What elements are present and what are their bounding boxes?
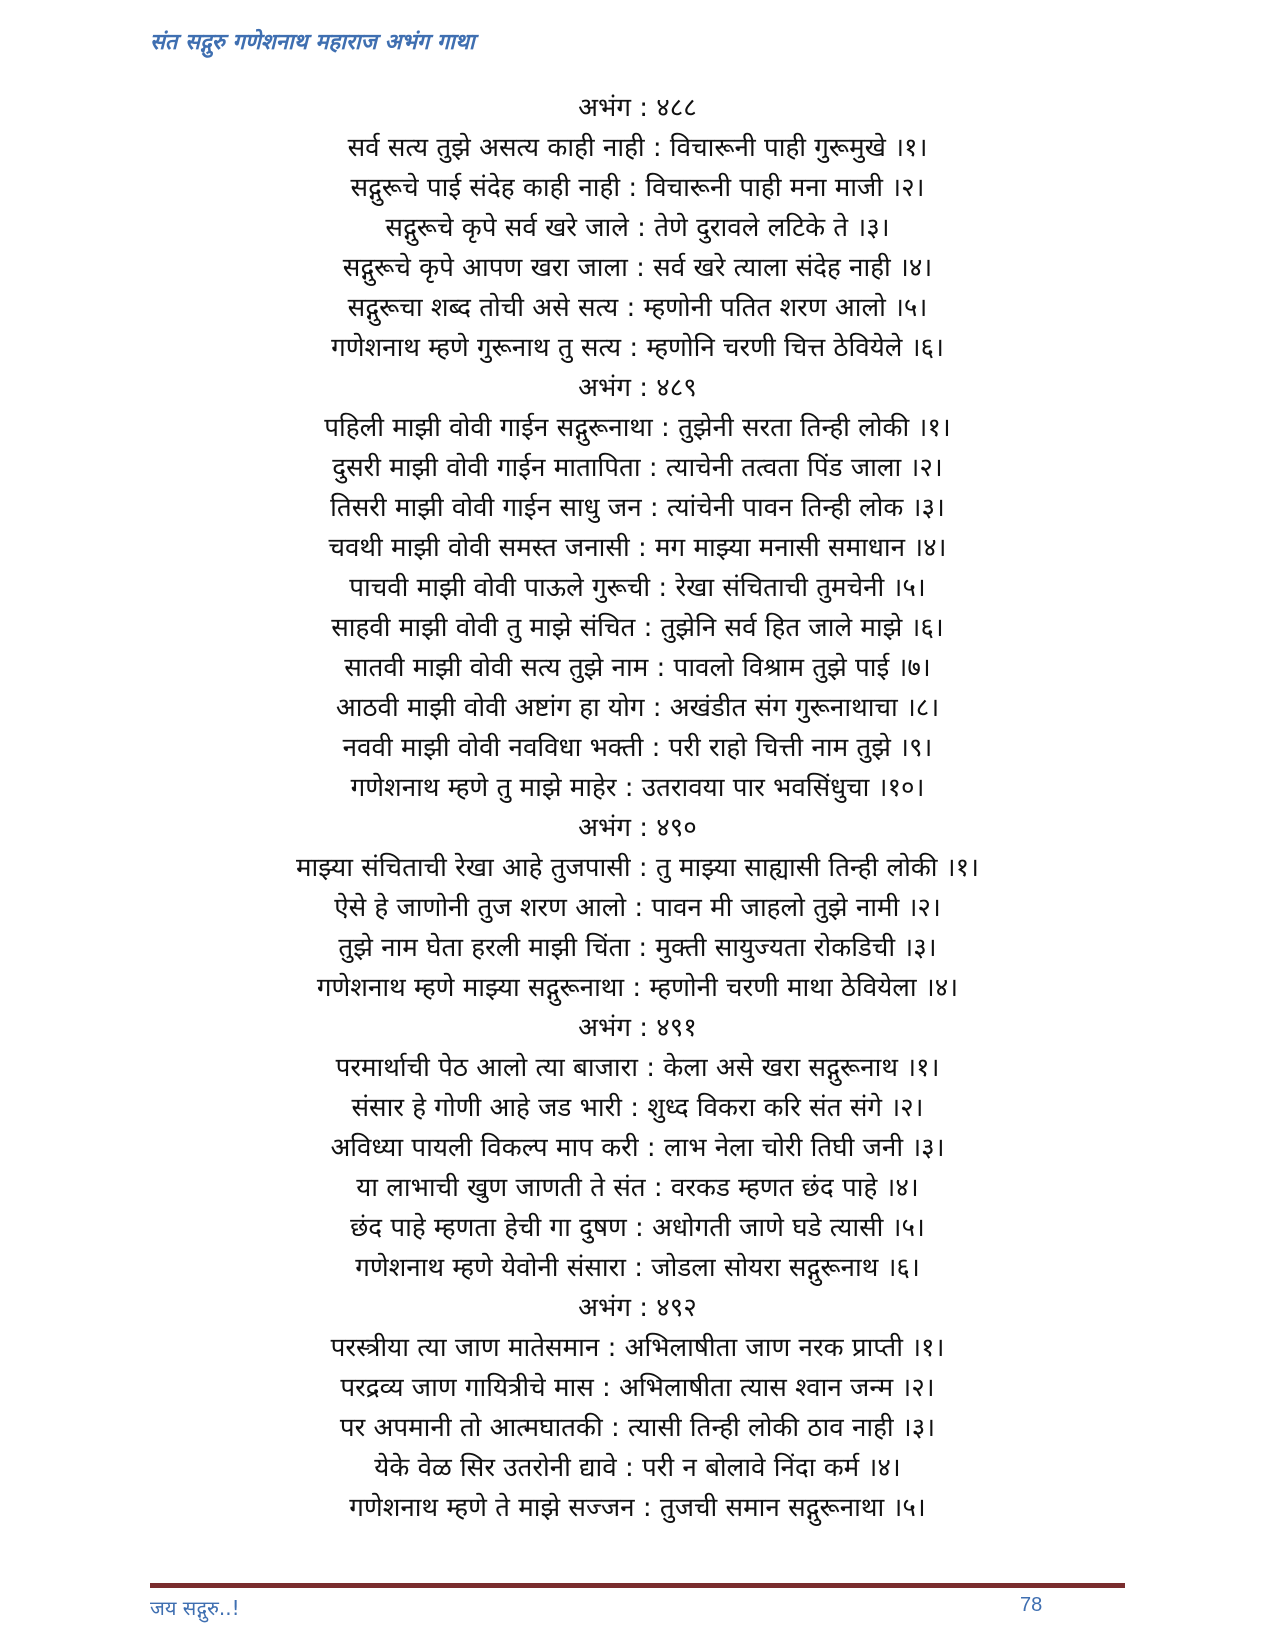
- page-number: 78: [1020, 1594, 1043, 1616]
- verse-line: सद्गुरूचे कृपे सर्व खरे जाले : तेणे दुरावले लटिके ते ।३।: [385, 213, 890, 243]
- verse-line: तुझे नाम घेता हरली माझी चिंता : मुक्ती सायुज्यता रोकडिची ।३।: [338, 933, 937, 963]
- verse-line: गणेशनाथ म्हणे माझ्या सद्गुरूनाथा : म्हणोनी चरणी माथा ठेवियेला ।४।: [316, 973, 959, 1003]
- abhang-content: [150, 88, 1125, 1528]
- abhang-title: अभंग : ४९०: [578, 813, 697, 843]
- verse-line: साहवी माझी वोवी तु माझे संचित : तुझेनि सर्व हित जाले माझे ।६।: [331, 613, 944, 643]
- verse-line: परस्त्रीया त्या जाण मातेसमान : अभिलाषीता जाण नरक प्राप्ती ।१।: [330, 1333, 945, 1363]
- verse-line: सद्गुरूचे पाई संदेह काही नाही : विचारूनी पाही मना माजी ।२।: [350, 173, 925, 203]
- verse-line: ऐसे हे जाणोनी तुज शरण आलो : पावन मी जाहलो तुझे नामी ।२।: [334, 893, 941, 923]
- verse-line: संसार हे गोणी आहे जड भारी : शुध्द विकरा करि संत संगे ।२।: [351, 1093, 924, 1123]
- verse-line: गणेशनाथ म्हणे तु माझे माहेर : उतरावया पार भवसिंधुचा ।१०।: [350, 773, 925, 803]
- abhang-489: [150, 368, 1125, 808]
- footer-divider: [150, 1583, 1125, 1588]
- verse-line: सर्व सत्य तुझे असत्य काही नाही : विचारूनी पाही गुरूमुखे ।१।: [347, 133, 928, 163]
- verse-line: येके वेळ सिर उतरोनी द्यावे : परी न बोलावे निंदा कर्म ।४।: [374, 1453, 901, 1483]
- footer-salutation: जय सद्गुरु..!: [150, 1596, 240, 1620]
- abhang-title: अभंग : ४९२: [578, 1293, 697, 1323]
- verse-line: सद्गुरूचा शब्द तोची असे सत्य : म्हणोनी पतित शरण आलो ।५।: [347, 293, 928, 323]
- verse-line: दुसरी माझी वोवी गाईन मातापिता : त्याचेनी तत्वता पिंड जाला ।२।: [332, 453, 943, 483]
- verse-line: या लाभाची खुण जाणती ते संत : वरकड म्हणत छंद पाहे ।४।: [356, 1173, 919, 1203]
- abhang-491: [150, 1008, 1125, 1288]
- verse-line: आठवी माझी वोवी अष्टांग हा योग : अखंडीत संग गुरूनाथाचा ।८।: [335, 693, 940, 723]
- verse-line: परद्रव्य जाण गायित्रीचे मास : अभिलाषीता त्यास श्वान जन्म ।२।: [340, 1373, 935, 1403]
- verse-line: नववी माझी वोवी नवविधा भक्ती : परी राहो चित्ती नाम तुझे ।९।: [342, 733, 933, 763]
- page-header-title: संत सद्गुरु गणेशनाथ महाराज अभंग गाथा: [150, 30, 475, 55]
- verse-line: परमार्थाची पेठ आलो त्या बाजारा : केला असे खरा सद्गुरूनाथ ।१।: [335, 1053, 940, 1083]
- verse-line: गणेशनाथ म्हणे येवोनी संसारा : जोडला सोयरा सद्गुरूनाथ ।६।: [355, 1253, 920, 1283]
- abhang-title: अभंग : ४८९: [578, 373, 697, 403]
- verse-line: पाचवी माझी वोवी पाऊले गुरूची : रेखा संचिताची तुमचेनी ।५।: [349, 573, 926, 603]
- abhang-title: अभंग : ४८८: [578, 93, 697, 123]
- verse-line: गणेशनाथ म्हणे गुरूनाथ तु सत्य : म्हणोनि चरणी चित्त ठेवियेले ।६।: [331, 333, 944, 363]
- verse-line: सातवी माझी वोवी सत्य तुझे नाम : पावलो विश्राम तुझे पाई ।७।: [344, 653, 931, 683]
- abhang-title: अभंग : ४९१: [578, 1013, 697, 1043]
- abhang-488: [150, 88, 1125, 368]
- verse-line: माझ्या संचिताची रेखा आहे तुजपासी : तु माझ्या साह्यासी तिन्ही लोकी ।१।: [295, 853, 980, 883]
- abhang-490: [150, 808, 1125, 1008]
- verse-line: अविध्या पायली विकल्प माप करी : लाभ नेला चोरी तिघी जनी ।३।: [330, 1133, 945, 1163]
- verse-line: पर अपमानी तो आत्मघातकी : त्यासी तिन्ही लोकी ठाव नाही ।३।: [339, 1413, 936, 1443]
- verse-line: सद्गुरूचे कृपे आपण खरा जाला : सर्व खरे त्याला संदेह नाही ।४।: [342, 253, 933, 283]
- verse-line: तिसरी माझी वोवी गाईन साधु जन : त्यांचेनी पावन तिन्ही लोक ।३।: [330, 493, 945, 523]
- abhang-492: [150, 1288, 1125, 1528]
- verse-line: चवथी माझी वोवी समस्त जनासी : मग माझ्या मनासी समाधान ।४।: [328, 533, 947, 563]
- verse-line: गणेशनाथ म्हणे ते माझे सज्जन : तुजची समान सद्गुरूनाथा ।५।: [349, 1493, 926, 1523]
- verse-line: पहिली माझी वोवी गाईन सद्गुरूनाथा : तुझेनी सरता तिन्ही लोकी ।१।: [324, 413, 951, 443]
- verse-line: छंद पाहे म्हणता हेची गा दुषण : अधोगती जाणे घडे त्यासी ।५।: [350, 1213, 925, 1243]
